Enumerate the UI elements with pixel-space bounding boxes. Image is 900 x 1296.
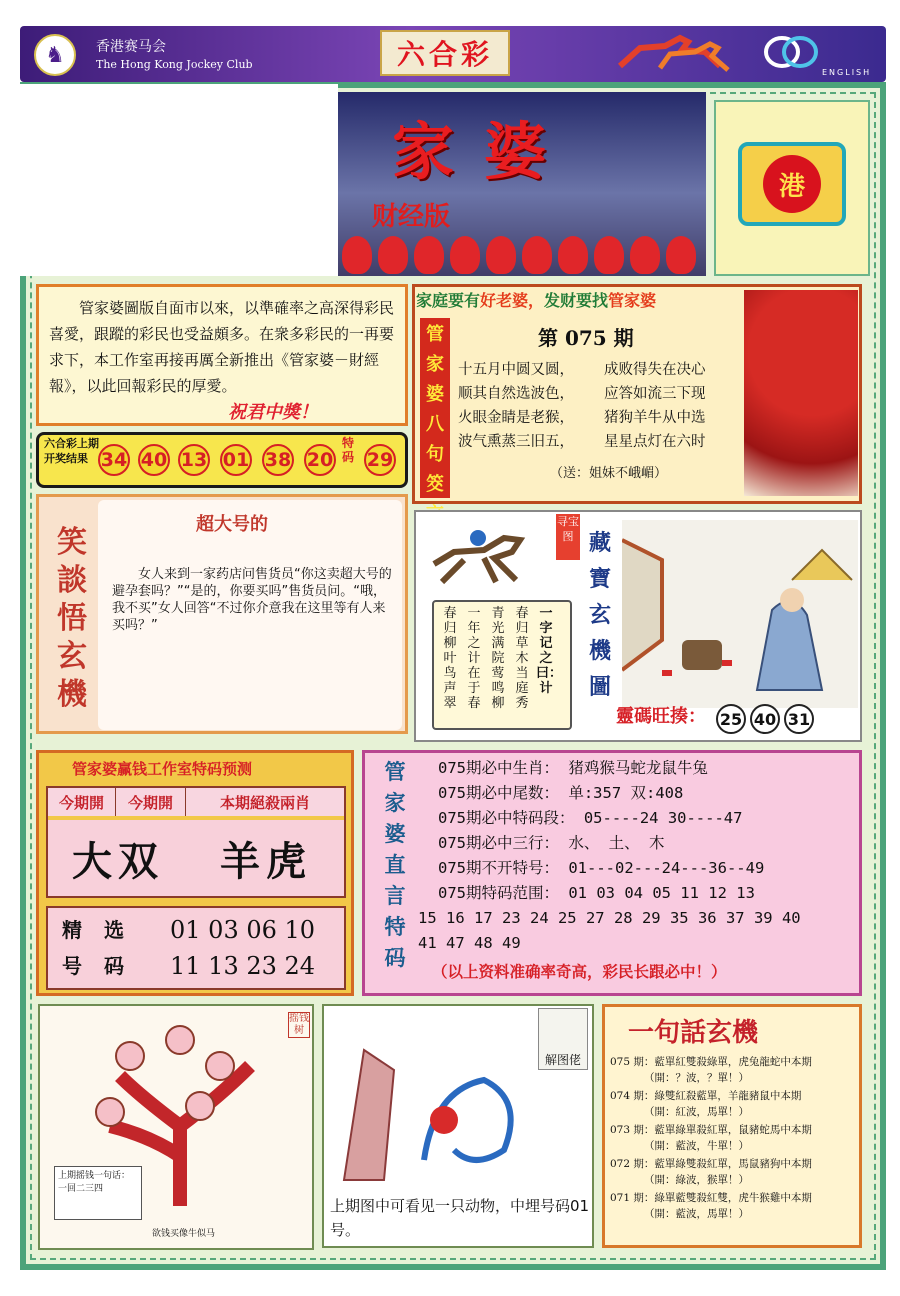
one-sentence-list: 075 期：藍單紅雙殺綠單，虎兔龍蛇中本期 （開：？波，？單！） 074 期：綠雙紅殺藍單，羊龍豬鼠中本期 （開：紅波，馬單！） 073 期：藍單綠單殺紅單，鼠豬蛇馬中本期 （開：藍波，牛單！） 072 期：藍單綠雙殺紅單，馬鼠豬狗中本期 （開：綠波，猴單！） 071 期：綠單藍雙殺紅雙，虎牛猴雞中本期 （開：藍波，馬單！） — [610, 1054, 860, 1224]
pred-big-b: 羊虎 — [220, 837, 312, 885]
english-link[interactable]: ENGLISH — [822, 68, 872, 77]
result-ball: 01 — [220, 444, 252, 476]
prediction-title: 管家婆赢钱工作室特码预测 — [72, 760, 253, 778]
result-ball: 34 — [98, 444, 130, 476]
joke-side-label: 笑談悟玄機 — [57, 525, 87, 712]
list-item: 073 期：藍單綠單殺紅單，鼠豬蛇馬中本期 — [610, 1124, 812, 1136]
prediction-values — [48, 820, 344, 896]
banner-title: 家婆 — [392, 115, 577, 188]
special-label: 特码 — [342, 436, 355, 464]
result-ball: 13 — [178, 444, 210, 476]
pred-header: 本期絕殺兩肖 — [186, 788, 344, 816]
direct-lines: 075期必中生肖： 猪鸡猴马蛇龙鼠牛兔 075期必中尾数： 单:357 双:408 075期必中特码段： 05----24 30----47 075期必中三行： 水、 土、 木 075期不开特号： 01---02---24---36--49 075期特码范围： 01 03 04 05 11 12 13 15 16 17 23 24 25 27 28 29 35 36 37 39 40 41 47 48 49 — [418, 759, 801, 952]
special-ball: 29 — [364, 444, 396, 476]
lantern-row — [338, 236, 706, 276]
pred-header: 今期開 — [48, 788, 116, 816]
pick-numbers: 01 03 06 10 11 13 23 24 — [170, 916, 316, 980]
lucky-ball: 25 — [716, 704, 746, 734]
lucky-label: 靈碼旺揍： — [616, 706, 706, 727]
joke-text: 女人来到一家药店问售货员“你这卖超大号的避孕套吗？”“是的，你要买吗”售货员问。“哦，我不买”女人回答“不过你介意我在这里等有人来买吗？” — [112, 567, 392, 633]
phoenix-illustration — [334, 1020, 534, 1190]
list-item: 074 期：綠雙紅殺藍單，羊龍豬鼠中本期 — [610, 1090, 802, 1102]
money-tree-caption: 欲钱买像牛似马 — [152, 1229, 216, 1239]
result-ball: 38 — [262, 444, 294, 476]
intro-closing: 祝君中獎！ — [228, 402, 318, 423]
treasure-tag: 寻宝图 — [556, 514, 580, 560]
list-item: 075 期：藍單紅雙殺綠單，虎兔龍蛇中本期 — [610, 1056, 812, 1068]
poem-lines: 十五月中圆又圆， 成败得失在决心 顺其自然选波色， 应答如流三下现 火眼金睛是老猴， 猪狗羊牛从中选 波气熏蒸三旧五， 星星点灯在六时 — [458, 362, 706, 450]
lucky-ball: 40 — [750, 704, 780, 734]
club-name-cn: 香港赛马会 — [96, 39, 166, 55]
joke-title: 超大号的 — [196, 514, 268, 535]
blank-area — [20, 84, 338, 276]
riddle-text: 上期图中可看见一只动物，中埋号码01号。 — [330, 1197, 590, 1239]
list-item: 071 期：綠單藍雙殺紅雙，虎牛猴雞中本期 — [610, 1192, 812, 1204]
scroll-text: 一字记之曰：计 春归草木当庭秀 青光满院莺鸣柳 一年之计在于春 春归柳叶鸟声翠 — [443, 606, 563, 711]
english-logo-icon[interactable] — [762, 34, 820, 70]
racehorse-icon — [610, 30, 740, 76]
monk-illustration — [622, 520, 858, 708]
mark-six-title[interactable]: 六合彩 — [380, 30, 510, 76]
lantern-char: 港 — [763, 155, 821, 213]
poem-sender: （送：姐妹不峨嵋） — [550, 466, 668, 481]
list-item: 072 期：藍單綠雙殺紅單，馬鼠豬狗中本期 — [610, 1158, 812, 1170]
issue-number: 第 075 期 — [538, 326, 634, 350]
riddle-tag: 解图佬 — [538, 1008, 588, 1070]
pred-header: 今期開 — [116, 788, 186, 816]
club-name-en: The Hong Kong Jockey Club — [96, 58, 253, 71]
pick-label: 精选号码 — [62, 918, 146, 978]
pred-big-a: 大双 — [72, 837, 164, 885]
lucky-ball: 31 — [784, 704, 814, 734]
intro-text: 管家婆圖版自面市以來，以準確率之高深得彩民喜愛，跟蹤的彩民也受益頗多。在衆多彩民的一再要求下，本工作室再接再厲全新推出《管家婆－財經報》，以此回報彩民的厚愛。 — [36, 284, 408, 426]
lantern-icon — [738, 142, 846, 226]
poem-heading: 家庭要有好老婆，发财要找管家婆 — [416, 291, 657, 310]
secret-map-title: 藏寶玄機圖 — [588, 531, 611, 700]
money-tree-note: 上期摇钱一句话：一回二三四 — [54, 1166, 142, 1220]
hkjc-logo-icon[interactable]: ♞ — [34, 34, 76, 76]
result-ball: 40 — [138, 444, 170, 476]
lucky-numbers — [716, 704, 814, 734]
result-ball: 20 — [304, 444, 336, 476]
direct-side-label: 管家婆直言特码 — [384, 759, 406, 970]
money-tree-tag: 摇钱树 — [289, 1013, 309, 1036]
results-label: 六合彩上期开奖结果 — [44, 437, 99, 465]
poem-side-label: 管家婆八句筊 — [420, 318, 450, 498]
banner-subtitle: 财经版 — [372, 202, 451, 232]
jockey-horse-icon — [424, 524, 528, 588]
one-sentence-title: 一句話玄機 — [628, 1018, 759, 1048]
direct-note: （以上资料准确率奇高，彩民长跟必中！） — [432, 963, 727, 981]
bride-image — [744, 290, 858, 496]
